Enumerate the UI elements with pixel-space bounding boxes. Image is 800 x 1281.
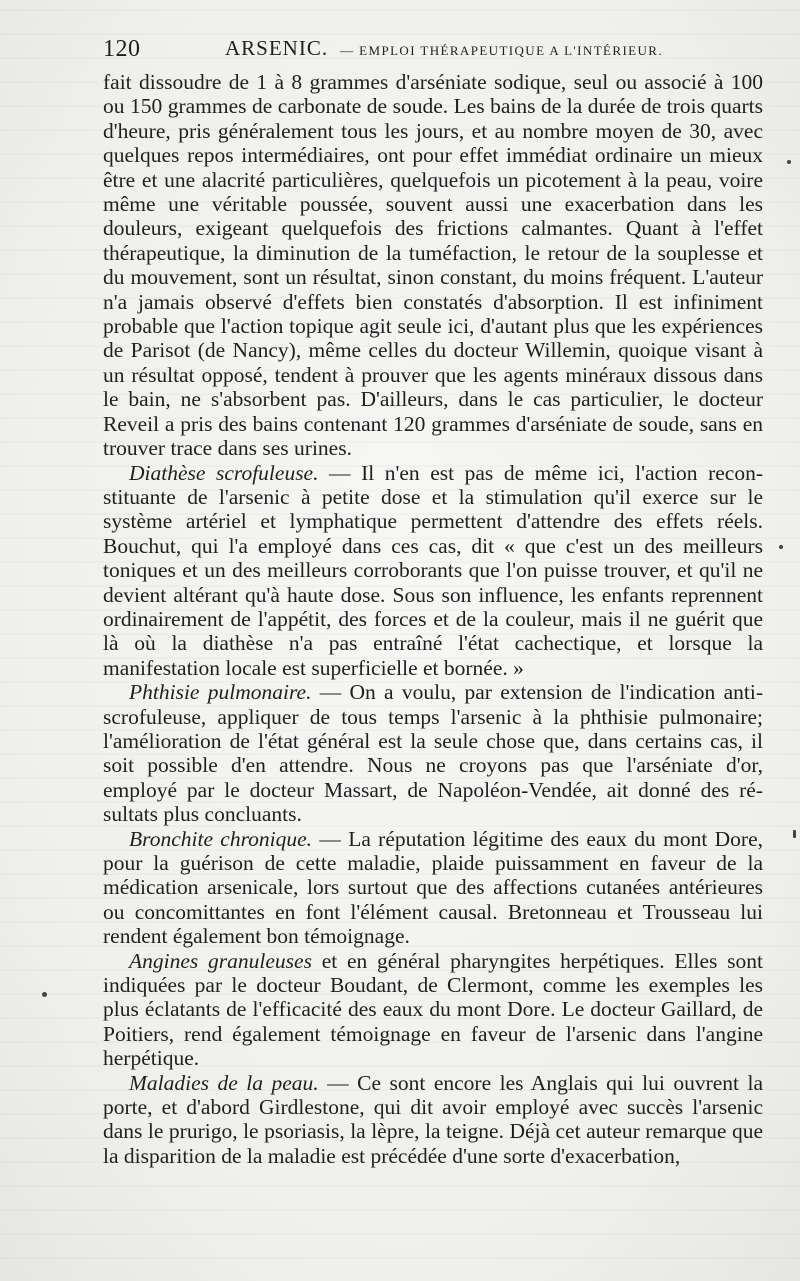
running-subtitle: — EMPLOI THÉRAPEUTIQUE A L'INTÉRIEUR.: [340, 43, 664, 58]
section-term: Diathèse scrofuleuse.: [129, 460, 319, 485]
section-term: Angines granuleuses: [129, 948, 312, 973]
paper-speck: [787, 160, 791, 164]
body-text: [103, 70, 763, 1168]
paragraph-maladies-de-la-peau: [103, 1071, 763, 1169]
paragraph-angines-granuleuses: [103, 949, 763, 1071]
paper-speck: [779, 545, 783, 549]
paragraph-text: — La réputation légitime des eaux du mont Dore, pour la guérison de cette maladie, plaide puissamment en faveur de la médication arsenicale, lors surtout que des affections cutanées antérieures ou concomittantes en font l'élément causal. Bretonneau et Trousseau lui rendent également bon témoignage.: [103, 826, 763, 949]
paragraph-text: et en général pharyngites herpétiques. Elles sont indiquées par le docteur Boudant, de Clermont, comme les exemples les plus éclatants de l'efficacité des eaux du mont Dore. Le docteur Gaillard, de Poitiers, rend également témoignage en faveur de l'arsenic dans l'angine herpétique.: [103, 948, 763, 1071]
section-term: Maladies de la peau.: [129, 1070, 319, 1095]
paragraph-text: — Il n'en est pas de même ici, l'action reconstituante de l'arsenic à petite dose et la stimulation qu'il exerce sur le système artériel et lymphatique permettent d'attendre des effets réels. Bouchut, qui l'a employé dans ces cas, dit « que c'est un des meilleurs toniques et un des meilleurs corroborants que l'on puisse trouver, et qu'il ne devient altérant qu'à haute dose. Sous son influence, les enfants reprennent ordinairement de l'appétit, des forces et de la couleur, mais il ne guérit que là où la diathèse n'a pas entraîné l'état cachectique, et lorsque la manifestation locale est superficielle et bornée. »: [103, 460, 764, 680]
running-title: ARSENIC.: [225, 36, 329, 60]
paragraph-text: fait dissoudre de 1 à 8 grammes d'arséniate sodique, seul ou associé à 100 ou 150 grammes de carbonate de soude. Les bains de la durée de trois quarts d'heure, pris généralement tous les jours, et au nombre moyen de 30, avec quelques repos intermédiaires, ont pour effet immédiat ordinaire un mieux être et une alacrité particulières, quelquefois un picotement à la peau, voire même une véritable poussée, souvent aussi une exacerbation dans les douleurs, exigeant quelquefois des frictions calmantes. Quant à l'effet thérapeutique, la diminution de la tuméfaction, le retour de la souplesse et du mouvement, sont un résultat, sinon constant, du moins fréquent. L'auteur n'a jamais observé d'effets bien constatés d'absorption. Il est infiniment probable que l'action topique agit seule ici, d'autant plus que les expériences de Parisot (de Nancy), même celles du docteur Willemin, quoique visant à un résultat opposé, tendent à prouver que les agents minéraux dissous dans le bain, ne s'absorbent pas. D'ailleurs, dans le cas particulier, le docteur Reveil a pris des bains contenant 120 grammes d'arséniate de soude, sans en trouver trace dans ses urines.: [103, 70, 763, 461]
paragraph-phthisie-pulmonaire: [103, 680, 763, 826]
paragraph-diathese-scrofuleuse: [103, 461, 763, 681]
section-term: Phthisie pulmonaire.: [129, 680, 312, 705]
paper-speck: [42, 992, 47, 997]
page-header: [103, 36, 763, 66]
paragraph-text: — Ce sont encore les Anglais qui lui ouvrent la porte, et d'abord Girdlestone, qui dit avoir employé avec succès l'arsenic dans le prurigo, le psoriasis, la lèpre, la teigne. Déjà cet auteur remarque que la disparition de la maladie est précédée d'une sorte d'exacerbation,: [103, 1070, 764, 1168]
paragraph-text: — On a voulu, par extension de l'indication antiscrofuleuse, appliquer de tous temps l'arsenic à la phthisie pulmonaire; l'amélioration de l'état général est la seule chose que, dans certains cas, il soit possible d'en attendre. Nous ne croyons pas que l'arséniate d'or, employé par le docteur Massart, de Napoléon-Vendée, ait donné des résultats plus concluants.: [103, 680, 763, 827]
paragraph-bronchite-chronique: [103, 827, 763, 949]
page-number: 120: [103, 36, 141, 62]
paper-speck: [793, 830, 796, 838]
section-term: Bronchite chronique.: [129, 826, 313, 851]
running-head: [225, 36, 663, 61]
paragraph: [103, 70, 763, 461]
